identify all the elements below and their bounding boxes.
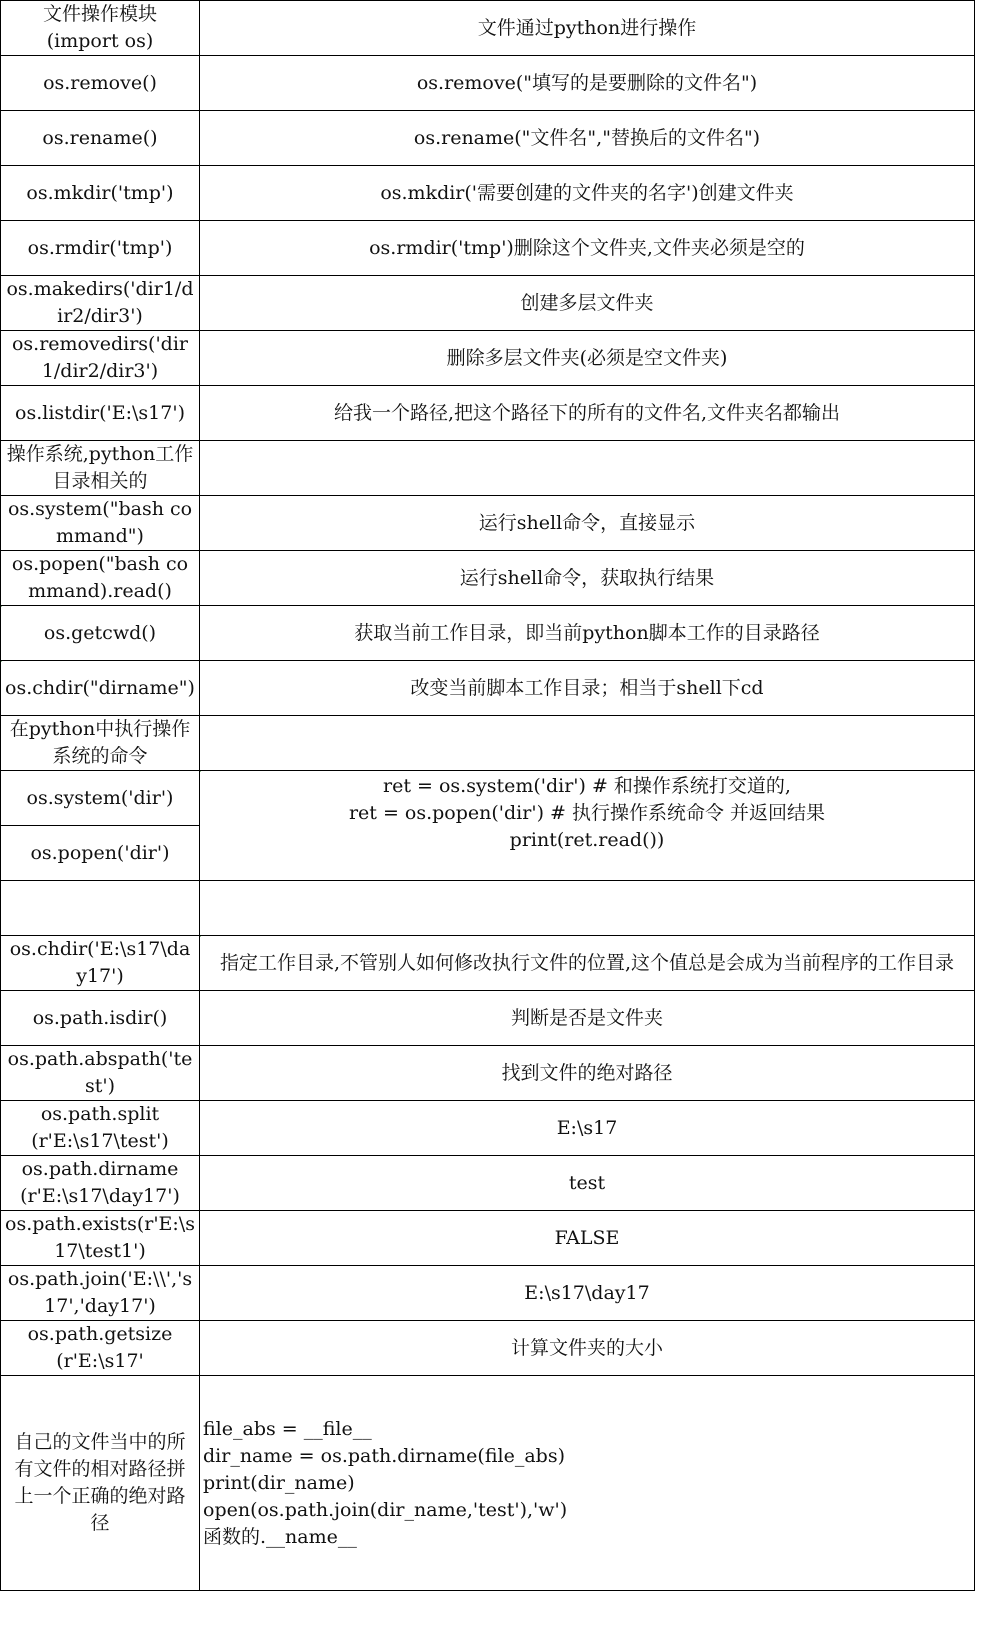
function-cell: os.rename() (1, 111, 200, 166)
table-row (1, 661, 975, 716)
function-cell: os.system('dir') (1, 771, 200, 826)
function-cell: os.path.getsize(r'E:\s17' (1, 1321, 200, 1376)
description-cell: 改变当前脚本工作目录；相当于shell下cd (200, 661, 975, 716)
table-row (1, 111, 975, 166)
table-row (1, 551, 975, 606)
section-heading-cell: 在python中执行操作系统的命令 (1, 716, 200, 771)
table-row (1, 56, 975, 111)
table-row (1, 166, 975, 221)
table-row (1, 936, 975, 991)
table-row (1, 1321, 975, 1376)
description-cell: 给我一个路径,把这个路径下的所有的文件名,文件夹名都输出 (200, 386, 975, 441)
description-cell (200, 441, 975, 496)
table-row (1, 496, 975, 551)
description-cell: 找到文件的绝对路径 (200, 1046, 975, 1101)
description-cell: 运行shell命令，直接显示 (200, 496, 975, 551)
table-row (1, 606, 975, 661)
function-cell: os.system("bash command") (1, 496, 200, 551)
description-cell: os.remove("填写的是要删除的文件名") (200, 56, 975, 111)
section-heading-cell: 操作系统,python工作目录相关的 (1, 441, 200, 496)
code-example-cell: ret = os.system('dir') # 和操作系统打交道的, ret = os.popen('dir') # 执行操作系统命令 并返回结果 print(ret.read()) (200, 771, 975, 881)
description-cell: 判断是否是文件夹 (200, 991, 975, 1046)
empty-cell (1, 881, 200, 936)
description-cell: 指定工作目录,不管别人如何修改执行文件的位置,这个值总是会成为当前程序的工作目录 (200, 936, 975, 991)
table-row (1, 386, 975, 441)
description-cell (200, 716, 975, 771)
function-cell: os.removedirs('dir1/dir2/dir3') (1, 331, 200, 386)
header-left-cell: 文件操作模块 (import os) (1, 1, 200, 56)
table-row (1, 1101, 975, 1156)
function-cell: os.rmdir('tmp') (1, 221, 200, 276)
description-cell: 获取当前工作目录，即当前python脚本工作的目录路径 (200, 606, 975, 661)
table-row (1, 771, 975, 826)
description-cell: os.rmdir('tmp')删除这个文件夹,文件夹必须是空的 (200, 221, 975, 276)
description-cell: 运行shell命令，获取执行结果 (200, 551, 975, 606)
description-cell: os.rename("文件名","替换后的文件名") (200, 111, 975, 166)
function-cell: os.popen("bash command).read() (1, 551, 200, 606)
table-row (1, 991, 975, 1046)
table-row (1, 716, 975, 771)
header-right-cell: 文件通过python进行操作 (200, 1, 975, 56)
section-heading-cell: 自己的文件当中的所有文件的相对路径拼上一个正确的绝对路径 (1, 1376, 200, 1591)
function-cell: os.path.dirname(r'E:\s17\day17') (1, 1156, 200, 1211)
table-row (1, 276, 975, 331)
description-cell: E:\s17 (200, 1101, 975, 1156)
table-row (1, 1376, 975, 1591)
table-row (1, 1046, 975, 1101)
function-cell: os.path.split (r'E:\s17\test') (1, 1101, 200, 1156)
function-cell: os.listdir('E:\s17') (1, 386, 200, 441)
table-row (1, 441, 975, 496)
table-row (1, 881, 975, 936)
table-row (1, 1266, 975, 1321)
function-cell: os.chdir("dirname") (1, 661, 200, 716)
table-row (1, 1, 975, 56)
function-cell: os.path.join('E:\\','s17','day17') (1, 1266, 200, 1321)
function-cell: os.popen('dir') (1, 826, 200, 881)
description-cell: 创建多层文件夹 (200, 276, 975, 331)
function-cell: os.makedirs('dir1/dir2/dir3') (1, 276, 200, 331)
description-cell: FALSE (200, 1211, 975, 1266)
description-cell: 删除多层文件夹(必须是空文件夹) (200, 331, 975, 386)
function-cell: os.mkdir('tmp') (1, 166, 200, 221)
table-row (1, 221, 975, 276)
description-cell: 计算文件夹的大小 (200, 1321, 975, 1376)
function-cell: os.path.abspath('test') (1, 1046, 200, 1101)
description-cell: test (200, 1156, 975, 1211)
function-cell: os.chdir('E:\s17\day17') (1, 936, 200, 991)
table-row (1, 331, 975, 386)
description-cell: os.mkdir('需要创建的文件夹的名字')创建文件夹 (200, 166, 975, 221)
table-row (1, 1211, 975, 1266)
description-cell: E:\s17\day17 (200, 1266, 975, 1321)
table-row (1, 1156, 975, 1211)
function-cell: os.path.exists(r'E:\s17\test1') (1, 1211, 200, 1266)
function-cell: os.path.isdir() (1, 991, 200, 1046)
function-cell: os.remove() (1, 56, 200, 111)
function-cell: os.getcwd() (1, 606, 200, 661)
empty-cell (200, 881, 975, 936)
code-example-cell: file_abs = __file__ dir_name = os.path.dirname(file_abs) print(dir_name) open(os.path.join(dir_name,'test'),'w') 函数的.__name__ (200, 1376, 975, 1591)
